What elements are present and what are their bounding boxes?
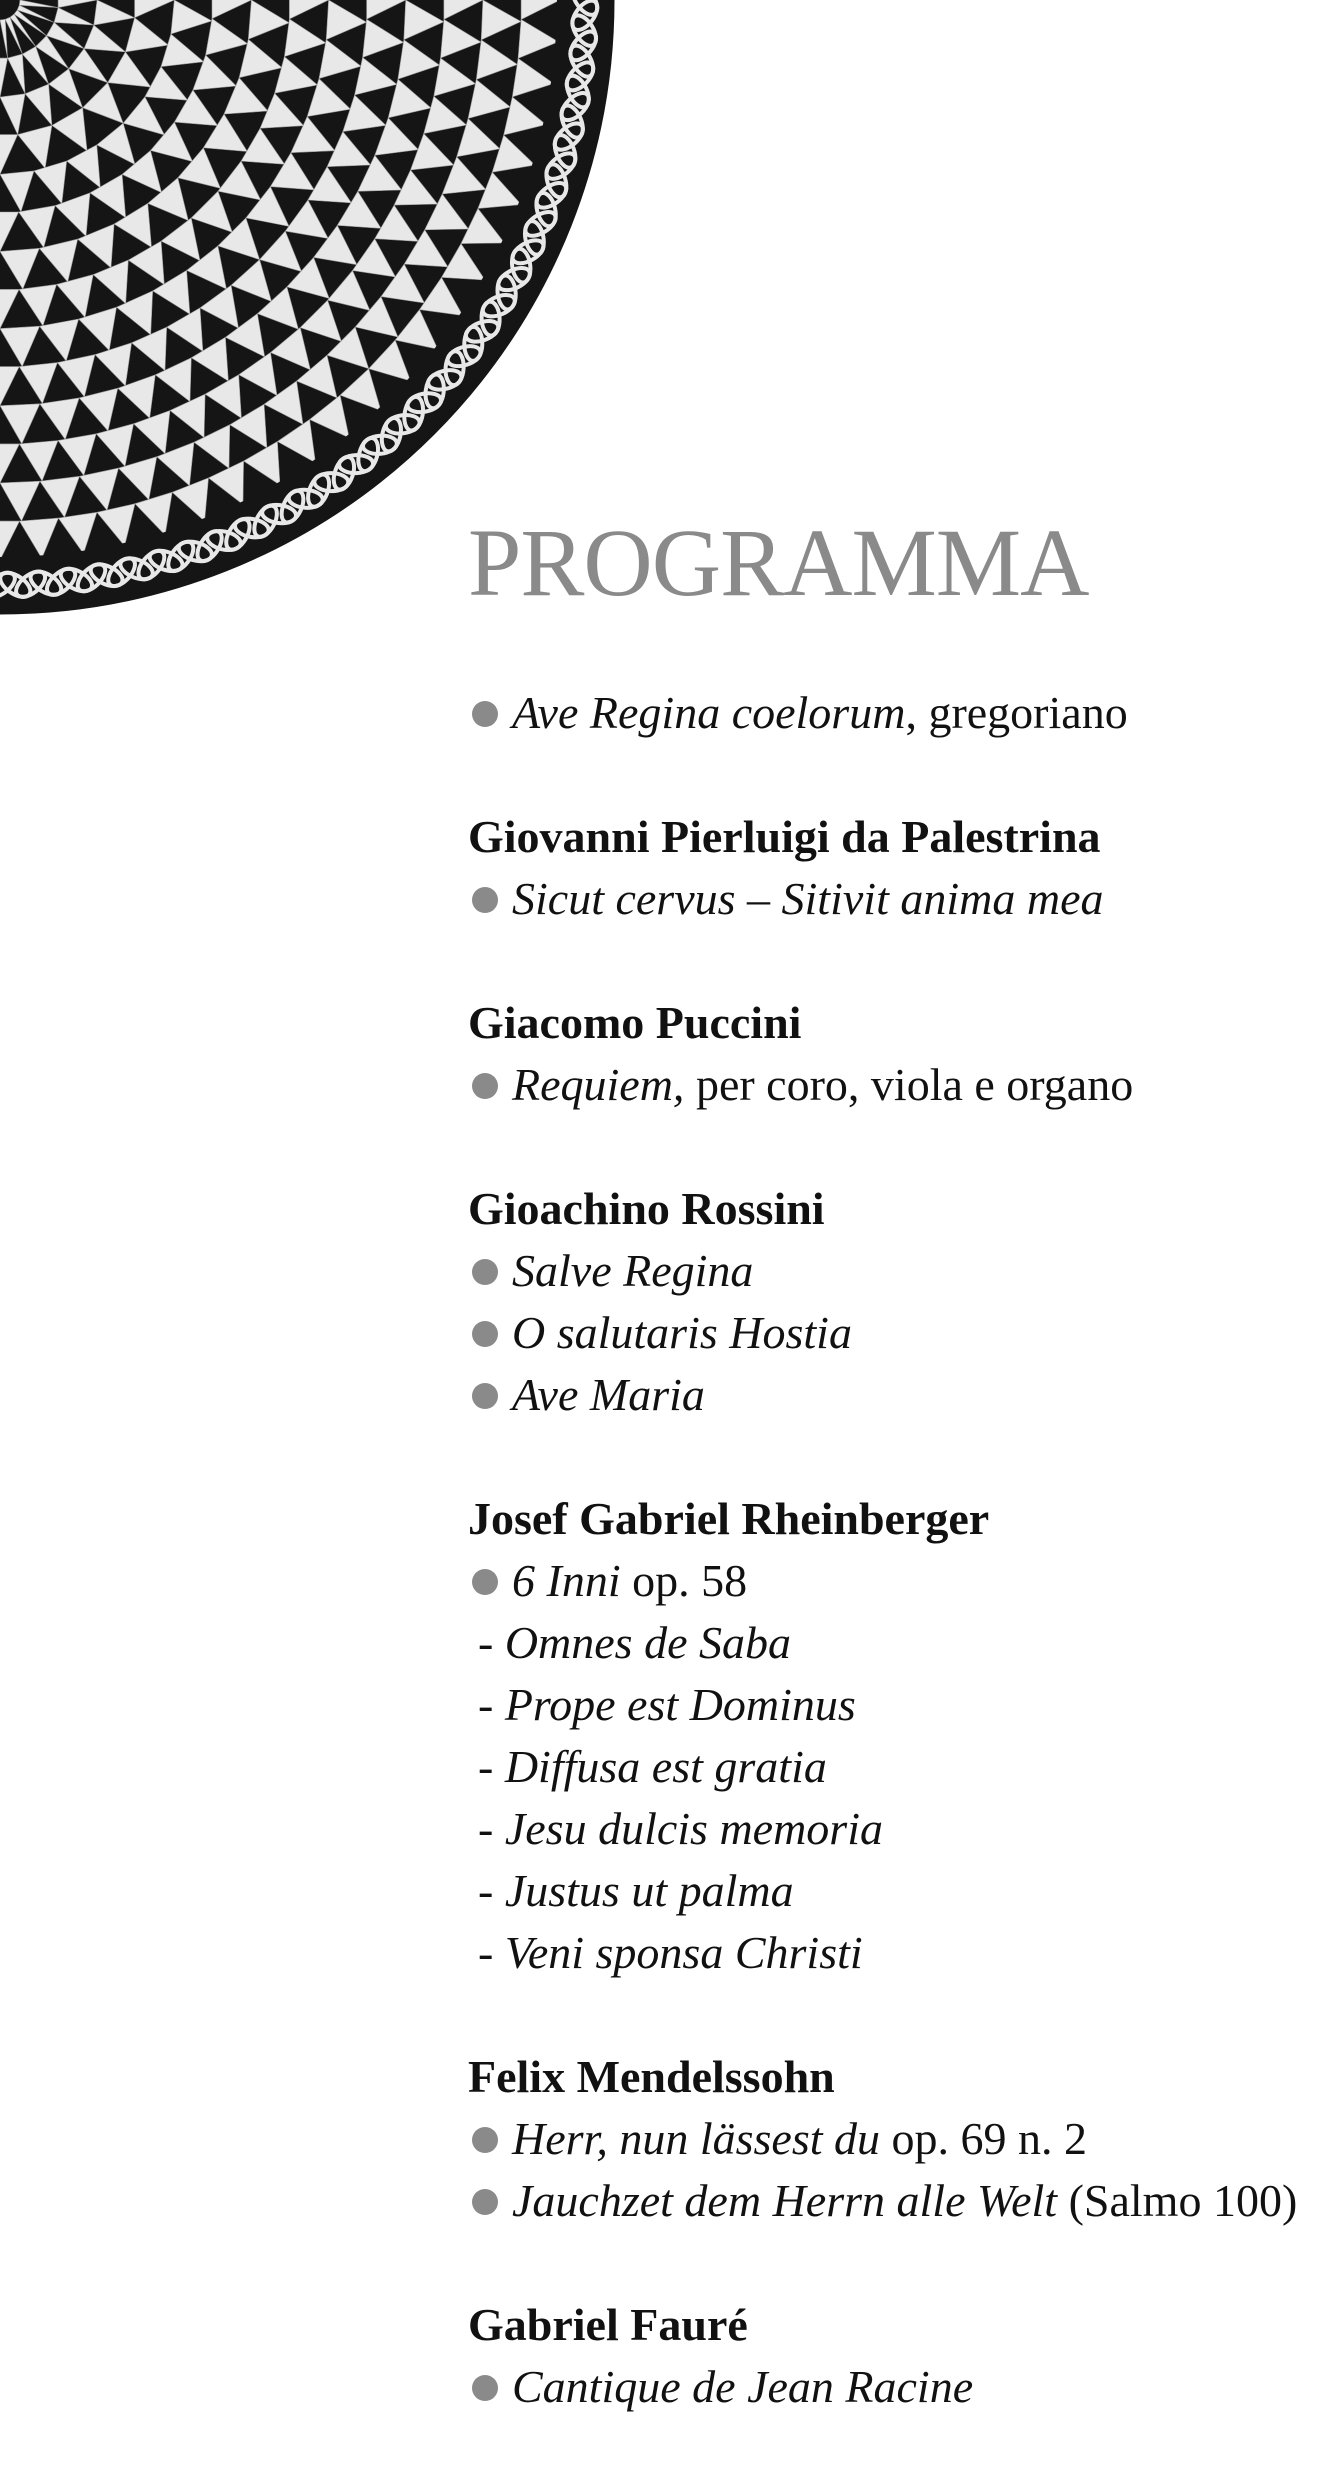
list-item bbox=[468, 2108, 1308, 2170]
dash-mark: - bbox=[478, 1679, 505, 1730]
work-title: Sicut cervus – Sitivit anima mea bbox=[512, 873, 1104, 924]
list-item bbox=[468, 682, 1308, 744]
bullet-icon bbox=[472, 1383, 498, 1409]
bullet-icon bbox=[472, 701, 498, 727]
work-title: Ave Maria bbox=[512, 1369, 705, 1420]
list-item bbox=[468, 1240, 1308, 1302]
bullet-icon bbox=[472, 1321, 498, 1347]
work-detail: per coro, viola e organo bbox=[684, 1059, 1134, 1110]
bullet-icon bbox=[472, 2127, 498, 2153]
work-detail: , gregoriano bbox=[905, 687, 1128, 738]
work-title: Ave Regina coelorum bbox=[512, 687, 906, 738]
composer-name: Felix Mendelssohn bbox=[468, 2051, 835, 2102]
program-section bbox=[468, 2294, 1308, 2418]
composer-name: Giovanni Pierluigi da Palestrina bbox=[468, 811, 1101, 862]
bullet-icon bbox=[472, 2375, 498, 2401]
list-item bbox=[468, 2356, 1308, 2418]
program-section bbox=[468, 1178, 1308, 1426]
composer-name: Gioachino Rossini bbox=[468, 1183, 825, 1234]
sub-item bbox=[468, 1674, 1308, 1736]
dash-mark: - bbox=[478, 1803, 505, 1854]
work-detail: op. 69 n. 2 bbox=[880, 2113, 1088, 2164]
program-heading: PROGRAMMA bbox=[468, 509, 1089, 616]
sub-item bbox=[468, 1736, 1308, 1798]
work-title: Requiem, bbox=[512, 1059, 685, 1110]
list-item bbox=[468, 1550, 1308, 1612]
work-title: Herr, nun lässest du bbox=[512, 2113, 881, 2164]
list-item bbox=[468, 1364, 1308, 1426]
bullet-icon bbox=[472, 2189, 498, 2215]
program-section bbox=[468, 806, 1308, 930]
list-item bbox=[468, 868, 1308, 930]
program-list bbox=[468, 682, 1308, 2480]
composer-name: Giacomo Puccini bbox=[468, 997, 802, 1048]
composer-name: Gabriel Fauré bbox=[468, 2299, 748, 2350]
sub-item bbox=[468, 1612, 1308, 1674]
sub-item bbox=[468, 1798, 1308, 1860]
dash-mark: - bbox=[478, 1865, 505, 1916]
work-title: Salve Regina bbox=[512, 1245, 754, 1296]
hymn-title: Jesu dulcis memoria bbox=[504, 1803, 883, 1854]
list-item bbox=[468, 2170, 1308, 2232]
program-section bbox=[468, 1488, 1308, 1984]
work-title: O salutaris Hostia bbox=[512, 1307, 852, 1358]
bullet-icon bbox=[472, 887, 498, 913]
work-title: Jauchzet dem Herrn alle Welt bbox=[512, 2175, 1058, 2226]
bullet-icon bbox=[472, 1569, 498, 1595]
dash-mark: - bbox=[478, 1927, 505, 1978]
list-item bbox=[468, 1302, 1308, 1364]
hymn-title: Justus ut palma bbox=[504, 1865, 794, 1916]
program-section bbox=[468, 992, 1308, 1116]
hymn-title: Diffusa est gratia bbox=[504, 1741, 827, 1792]
program-section bbox=[468, 682, 1308, 744]
sub-item bbox=[468, 1860, 1308, 1922]
program-section bbox=[468, 2046, 1308, 2232]
sub-item bbox=[468, 1922, 1308, 1984]
work-detail: (Salmo 100) bbox=[1057, 2175, 1298, 2226]
dash-mark: - bbox=[478, 1741, 505, 1792]
bullet-icon bbox=[472, 1259, 498, 1285]
composer-name: Josef Gabriel Rheinberger bbox=[468, 1493, 990, 1544]
hymn-title: Veni sponsa Christi bbox=[504, 1927, 863, 1978]
work-title: 6 Inni bbox=[512, 1555, 621, 1606]
list-item bbox=[468, 1054, 1308, 1116]
hymn-title: Omnes de Saba bbox=[504, 1617, 792, 1668]
work-detail: op. 58 bbox=[620, 1555, 748, 1606]
hymn-title: Prope est Dominus bbox=[504, 1679, 856, 1730]
dash-mark: - bbox=[478, 1617, 505, 1668]
bullet-icon bbox=[472, 1073, 498, 1099]
work-title: Cantique de Jean Racine bbox=[512, 2361, 974, 2412]
